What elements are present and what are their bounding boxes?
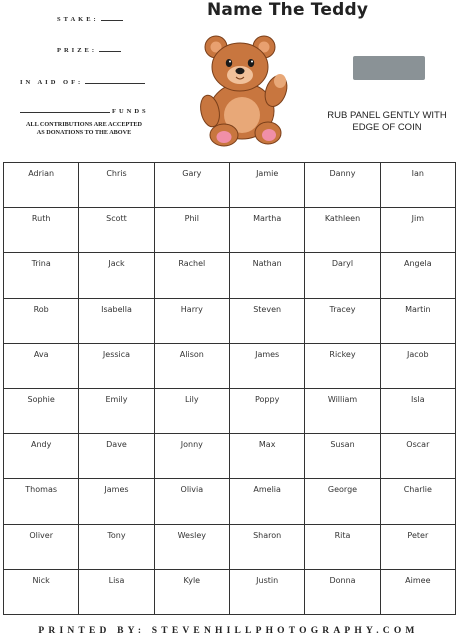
funds-field [20, 107, 149, 115]
stake-label: STAKE: [57, 16, 99, 23]
name-cell[interactable]: Martha [230, 208, 305, 253]
name-grid [3, 162, 456, 615]
aid-line [85, 78, 145, 84]
name-cell[interactable]: Oliver [4, 525, 79, 570]
name-cell[interactable]: Jamie [230, 163, 305, 208]
name-cell[interactable]: Jonny [155, 434, 230, 479]
ticket-header [0, 0, 457, 160]
name-cell[interactable]: Ian [381, 163, 456, 208]
page-title: Name The Teddy [207, 0, 369, 20]
rub-line-1: RUB PANEL GENTLY WITH [327, 110, 447, 121]
name-cell[interactable]: Phil [155, 208, 230, 253]
name-cell[interactable]: Lisa [79, 570, 154, 615]
name-cell[interactable]: Jacob [381, 344, 456, 389]
name-cell[interactable]: Tony [79, 525, 154, 570]
name-cell[interactable]: Ruth [4, 208, 79, 253]
name-cell[interactable]: Steven [230, 299, 305, 344]
name-cell[interactable]: Thomas [4, 479, 79, 524]
name-cell[interactable]: Jack [79, 253, 154, 298]
name-cell[interactable]: Adrian [4, 163, 79, 208]
name-cell[interactable]: James [230, 344, 305, 389]
prize-line [99, 46, 121, 52]
stake-field [57, 15, 123, 23]
name-cell[interactable]: Justin [230, 570, 305, 615]
name-cell[interactable]: Jim [381, 208, 456, 253]
prize-field [57, 46, 121, 54]
name-cell[interactable]: Scott [79, 208, 154, 253]
funds-label: FUNDS [112, 108, 149, 115]
name-cell[interactable]: Rickey [305, 344, 380, 389]
prize-label: PRIZE: [57, 47, 98, 54]
aid-field [20, 78, 145, 86]
funds-line [20, 107, 110, 113]
name-cell[interactable]: Martin [381, 299, 456, 344]
name-cell[interactable]: Isla [381, 389, 456, 434]
name-cell[interactable]: Emily [79, 389, 154, 434]
teddy-bear-illustration [196, 33, 296, 148]
name-cell[interactable]: Harry [155, 299, 230, 344]
name-cell[interactable]: Angela [381, 253, 456, 298]
name-cell[interactable]: Peter [381, 525, 456, 570]
name-cell[interactable]: Lily [155, 389, 230, 434]
name-cell[interactable]: Dave [79, 434, 154, 479]
name-cell[interactable]: Nathan [230, 253, 305, 298]
name-cell[interactable]: Ava [4, 344, 79, 389]
name-cell[interactable]: Danny [305, 163, 380, 208]
rub-line-2: EDGE OF COIN [352, 122, 422, 133]
name-cell[interactable]: Rob [4, 299, 79, 344]
stake-line [101, 15, 123, 21]
name-cell[interactable]: Gary [155, 163, 230, 208]
name-cell[interactable]: James [79, 479, 154, 524]
name-cell[interactable]: Sharon [230, 525, 305, 570]
name-cell[interactable]: Chris [79, 163, 154, 208]
contributions-note [14, 121, 154, 137]
contributions-line-2: AS DONATIONS TO THE ABOVE [36, 129, 132, 136]
scratch-panel[interactable] [353, 56, 425, 80]
aid-label: IN AID OF: [20, 79, 84, 86]
name-cell[interactable]: Rita [305, 525, 380, 570]
name-cell[interactable]: Daryl [305, 253, 380, 298]
name-cell[interactable]: Sophie [4, 389, 79, 434]
name-cell[interactable]: Kyle [155, 570, 230, 615]
name-cell[interactable]: Susan [305, 434, 380, 479]
name-cell[interactable]: Wesley [155, 525, 230, 570]
name-cell[interactable]: Rachel [155, 253, 230, 298]
name-cell[interactable]: Charlie [381, 479, 456, 524]
name-cell[interactable]: Alison [155, 344, 230, 389]
printed-by-footer: PRINTED BY: STEVENHILLPHOTOGRAPHY.COM [38, 626, 419, 636]
name-cell[interactable]: Tracey [305, 299, 380, 344]
name-cell[interactable]: George [305, 479, 380, 524]
name-cell[interactable]: Nick [4, 570, 79, 615]
name-cell[interactable]: Andy [4, 434, 79, 479]
name-cell[interactable]: Isabella [79, 299, 154, 344]
contributions-line-1: ALL CONTRIBUTIONS ARE ACCEPTED [25, 121, 143, 128]
name-cell[interactable]: Aimee [381, 570, 456, 615]
rub-instructions [322, 110, 452, 134]
name-cell[interactable]: Olivia [155, 479, 230, 524]
name-cell[interactable]: William [305, 389, 380, 434]
name-cell[interactable]: Jessica [79, 344, 154, 389]
name-cell[interactable]: Poppy [230, 389, 305, 434]
name-cell[interactable]: Trina [4, 253, 79, 298]
name-cell[interactable]: Donna [305, 570, 380, 615]
name-cell[interactable]: Max [230, 434, 305, 479]
name-cell[interactable]: Amelia [230, 479, 305, 524]
name-cell[interactable]: Kathleen [305, 208, 380, 253]
name-cell[interactable]: Oscar [381, 434, 456, 479]
